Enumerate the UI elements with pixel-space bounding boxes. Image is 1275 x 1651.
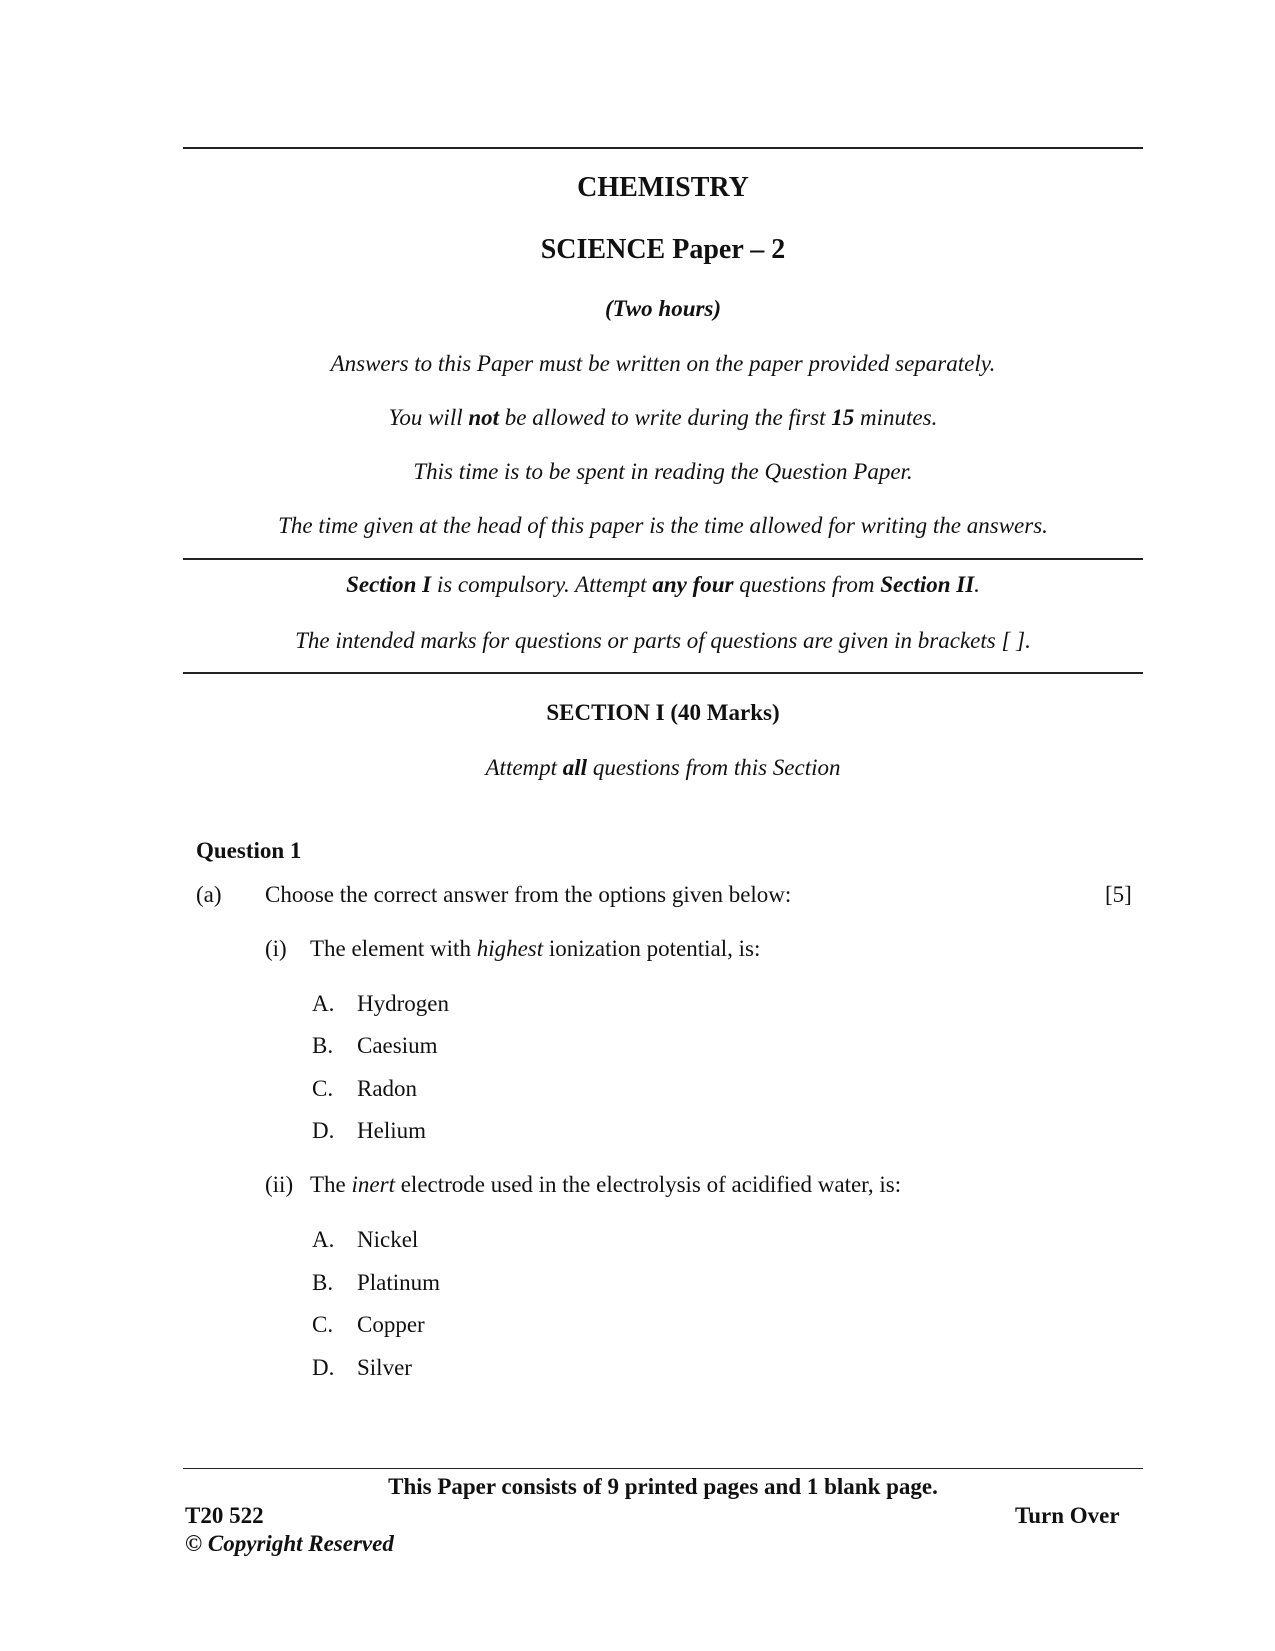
option-text: Hydrogen: [357, 991, 449, 1016]
section-instruction: Section I is compulsory. Attempt any four questions from Section II.: [346, 572, 980, 597]
instruction-line-1: Answers to this Paper must be written on the paper provided separately.: [330, 351, 996, 376]
option-letter: C.: [312, 1076, 334, 1101]
turn-over: Turn Over: [1015, 1503, 1120, 1528]
question-title: Question 1: [196, 838, 302, 863]
option-letter: A.: [312, 991, 335, 1016]
part-text: Choose the correct answer from the options given below:: [265, 882, 792, 907]
option-letter: B.: [312, 1270, 334, 1295]
instruction-line-2: You will not be allowed to write during the first 15 minutes.: [388, 405, 938, 430]
option-text: Radon: [357, 1076, 418, 1101]
subquestion-2-label: (ii): [265, 1172, 294, 1197]
option-text: Helium: [357, 1118, 426, 1143]
section-title: SECTION I (40 Marks): [546, 700, 780, 725]
duration: (Two hours): [604, 296, 722, 321]
option-text: Silver: [357, 1355, 412, 1380]
option-text: Nickel: [357, 1227, 419, 1252]
marks-note: The intended marks for questions or parts of questions are given in brackets [ ].: [295, 628, 1031, 653]
instruction-line-4: The time given at the head of this paper is the time allowed for writing the answers.: [278, 513, 1048, 538]
section-rule: [183, 672, 1143, 674]
subquestion-1-text: The element with highest ionization potential, is:: [310, 936, 761, 961]
paper-code: T20 522: [185, 1503, 264, 1528]
top-rule: [183, 147, 1143, 149]
subject-title: CHEMISTRY: [577, 172, 749, 203]
section-subtitle: Attempt all questions from this Section: [485, 755, 841, 780]
instructions-rule: [183, 558, 1143, 560]
copyright: © Copyright Reserved: [185, 1531, 394, 1556]
instruction-line-3: This time is to be spent in reading the Question Paper.: [413, 459, 913, 484]
option-text: Copper: [357, 1312, 425, 1337]
paper-title: SCIENCE Paper – 2: [540, 234, 786, 265]
option-letter: D.: [312, 1118, 335, 1143]
option-text: Caesium: [357, 1033, 438, 1058]
part-label: (a): [196, 882, 222, 907]
part-marks: [5]: [1105, 882, 1132, 907]
option-letter: A.: [312, 1227, 335, 1252]
option-letter: C.: [312, 1312, 334, 1337]
subquestion-1-label: (i): [265, 936, 287, 961]
pages-note: This Paper consists of 9 printed pages and 1 blank page.: [388, 1474, 938, 1499]
option-letter: D.: [312, 1355, 335, 1380]
subquestion-2-text: The inert electrode used in the electrolysis of acidified water, is:: [310, 1172, 902, 1197]
option-text: Platinum: [357, 1270, 441, 1295]
footer-rule: [183, 1468, 1143, 1469]
option-letter: B.: [312, 1033, 334, 1058]
